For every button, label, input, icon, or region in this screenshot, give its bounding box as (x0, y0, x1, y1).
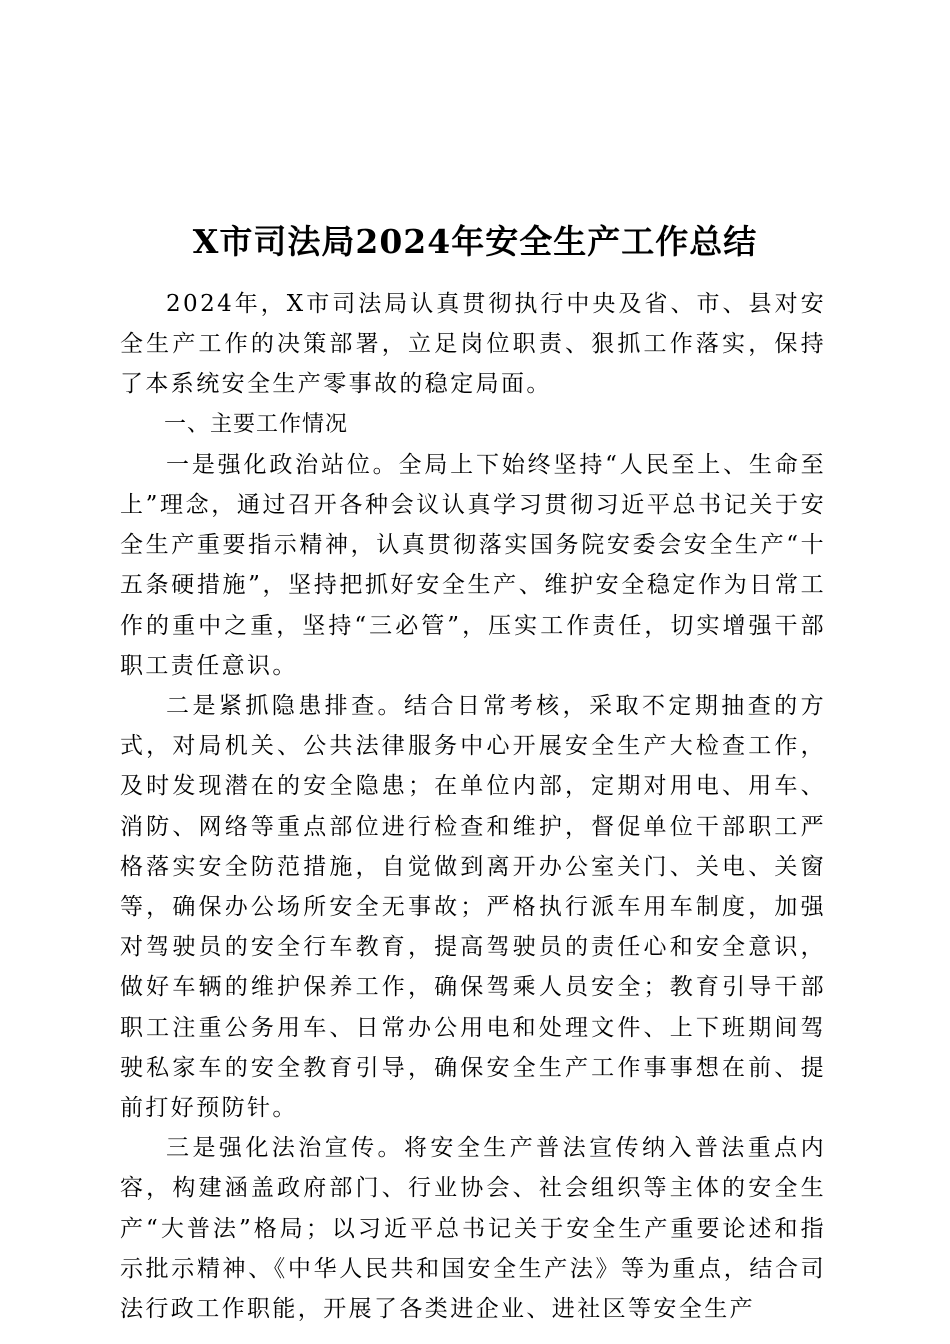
document-title: X市司法局2024年安全生产工作总结 (192, 222, 758, 262)
document-body (120, 284, 826, 1329)
paragraph-hazard-inspection: 二是紧抓隐患排查。结合日常考核，采取不定期抽查的方式，对局机关、公共法律服务中心开展安全生产大检查工作，及时发现潜在的安全隐患；在单位内部，定期对用电、用车、消防、网络等重点部位进行检查和维护，督促单位干部职工严格落实安全防范措施，自觉做到离开办公室关门、关电、关窗等，确保办公场所安全无事故；严格执行派车用车制度，加强对驾驶员的安全行车教育，提高驾驶员的责任心和安全意识，做好车辆的维护保养工作，确保驾乘人员安全；教育引导干部职工注重公务用车、日常办公用电和处理文件、上下班期间驾驶私家车的安全教育引导，确保安全生产工作事事想在前、提前打好预防针。 (120, 693, 826, 1122)
paragraph-legal-publicity: 三是强化法治宣传。将安全生产普法宣传纳入普法重点内容，构建涵盖政府部门、行业协会、社会组织等主体的安全生产“大普法”格局；以习近平总书记关于安全生产重要论述和指示批示精神、《中华人民共和国安全生产法》等为重点，结合司法行政工作职能，开展了各类进企业、进社区等安全生产 (120, 1135, 826, 1323)
section-heading: 一、主要工作情况 (164, 411, 349, 437)
intro-paragraph: 2024年，X市司法局认真贯彻执行中央及省、市、县对安全生产工作的决策部署，立足岗位职责、狠抓工作落实，保持了本系统安全生产零事故的稳定局面。 (120, 291, 826, 398)
paragraph-political-stance: 一是强化政治站位。全局上下始终坚持“人民至上、生命至上”理念，通过召开各种会议认真学习贯彻习近平总书记关于安全生产重要指示精神，认真贯彻落实国务院安委会安全生产“十五条硬措施”，坚持把抓好安全生产、维护安全稳定作为日常工作的重中之重，坚持“三必管”，压实工作责任，切实增强干部职工责任意识。 (120, 451, 826, 679)
